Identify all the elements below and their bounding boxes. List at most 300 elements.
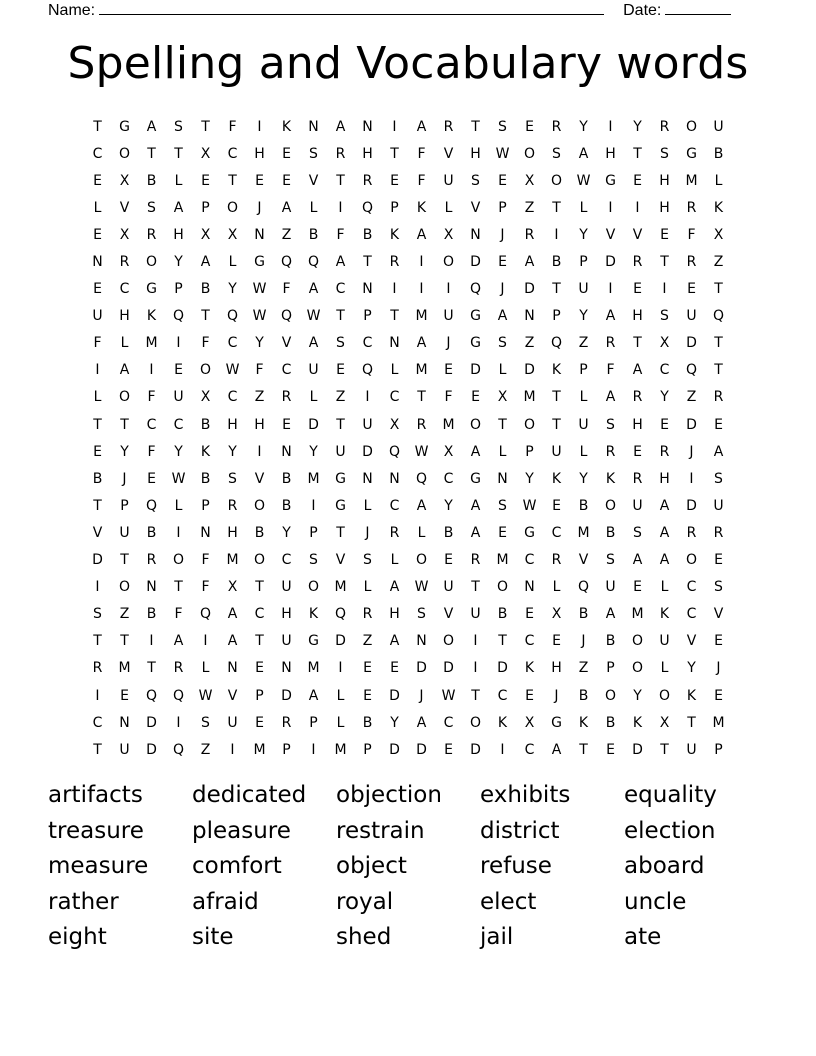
- grid-letter[interactable]: C: [686, 606, 697, 623]
- grid-letter[interactable]: T: [471, 579, 480, 596]
- grid-letter[interactable]: Z: [578, 660, 589, 677]
- grid-letter[interactable]: O: [685, 552, 698, 569]
- grid-letter[interactable]: H: [659, 199, 670, 216]
- grid-letter[interactable]: Z: [254, 389, 265, 406]
- grid-letter[interactable]: I: [176, 714, 181, 731]
- grid-letter[interactable]: L: [444, 199, 453, 216]
- grid-letter[interactable]: E: [444, 552, 453, 569]
- grid-letter[interactable]: N: [362, 470, 373, 487]
- grid-letter[interactable]: I: [95, 362, 100, 379]
- grid-letter[interactable]: S: [417, 606, 426, 623]
- grid-letter[interactable]: V: [443, 606, 454, 623]
- grid-letter[interactable]: A: [713, 443, 724, 460]
- grid-letter[interactable]: C: [389, 389, 400, 406]
- grid-letter[interactable]: K: [578, 714, 589, 731]
- grid-letter[interactable]: F: [201, 552, 210, 569]
- grid-letter[interactable]: T: [552, 199, 561, 216]
- grid-letter[interactable]: O: [253, 552, 266, 569]
- grid-letter[interactable]: R: [281, 714, 292, 731]
- grid-letter[interactable]: Y: [660, 389, 669, 406]
- grid-letter[interactable]: E: [660, 226, 669, 243]
- grid-letter[interactable]: U: [119, 741, 130, 758]
- grid-letter[interactable]: C: [443, 470, 454, 487]
- grid-letter[interactable]: V: [308, 172, 319, 189]
- grid-letter[interactable]: B: [362, 226, 373, 243]
- grid-letter[interactable]: G: [470, 335, 481, 352]
- grid-letter[interactable]: O: [226, 199, 239, 216]
- grid-letter[interactable]: S: [471, 172, 480, 189]
- grid-letter[interactable]: B: [200, 281, 211, 298]
- grid-letter[interactable]: J: [554, 687, 559, 704]
- grid-letter[interactable]: E: [93, 443, 102, 460]
- grid-letter[interactable]: J: [500, 226, 505, 243]
- grid-letter[interactable]: I: [392, 281, 397, 298]
- grid-letter[interactable]: T: [228, 172, 237, 189]
- grid-letter[interactable]: W: [252, 281, 267, 298]
- grid-letter[interactable]: E: [633, 579, 642, 596]
- grid-letter[interactable]: L: [417, 524, 426, 541]
- grid-letter[interactable]: E: [498, 524, 507, 541]
- grid-letter[interactable]: C: [443, 714, 454, 731]
- grid-letter[interactable]: N: [524, 308, 535, 325]
- grid-letter[interactable]: U: [362, 416, 373, 433]
- grid-letter[interactable]: S: [606, 416, 615, 433]
- grid-letter[interactable]: T: [336, 416, 345, 433]
- grid-letter[interactable]: P: [525, 443, 534, 460]
- grid-letter[interactable]: E: [633, 172, 642, 189]
- grid-letter[interactable]: A: [416, 497, 427, 514]
- grid-letter[interactable]: Q: [226, 308, 239, 325]
- grid-letter[interactable]: M: [226, 552, 239, 569]
- grid-letter[interactable]: A: [659, 524, 670, 541]
- grid-letter[interactable]: A: [416, 714, 427, 731]
- grid-letter[interactable]: I: [257, 118, 262, 135]
- grid-letter[interactable]: Q: [577, 579, 590, 596]
- grid-letter[interactable]: B: [254, 524, 265, 541]
- grid-letter[interactable]: R: [605, 443, 616, 460]
- grid-letter[interactable]: O: [118, 579, 131, 596]
- grid-letter[interactable]: A: [389, 633, 400, 650]
- grid-letter[interactable]: O: [172, 552, 185, 569]
- grid-letter[interactable]: P: [174, 281, 183, 298]
- grid-letter[interactable]: H: [659, 172, 670, 189]
- grid-letter[interactable]: O: [442, 254, 455, 271]
- grid-letter[interactable]: N: [497, 470, 508, 487]
- grid-letter[interactable]: W: [252, 308, 267, 325]
- grid-letter[interactable]: U: [659, 633, 670, 650]
- grid-letter[interactable]: W: [441, 687, 456, 704]
- grid-letter[interactable]: F: [147, 443, 156, 460]
- grid-letter[interactable]: S: [714, 579, 723, 596]
- grid-letter[interactable]: Y: [687, 660, 696, 677]
- grid-letter[interactable]: I: [608, 118, 613, 135]
- grid-letter[interactable]: S: [336, 335, 345, 352]
- grid-letter[interactable]: A: [416, 226, 427, 243]
- grid-letter[interactable]: T: [714, 281, 723, 298]
- grid-letter[interactable]: Y: [282, 524, 291, 541]
- grid-letter[interactable]: E: [390, 660, 399, 677]
- grid-letter[interactable]: S: [660, 308, 669, 325]
- grid-letter[interactable]: I: [419, 254, 424, 271]
- grid-letter[interactable]: O: [550, 172, 563, 189]
- grid-letter[interactable]: S: [309, 145, 318, 162]
- grid-letter[interactable]: P: [606, 660, 615, 677]
- grid-letter[interactable]: R: [335, 145, 346, 162]
- grid-letter[interactable]: Y: [120, 443, 129, 460]
- grid-letter[interactable]: D: [92, 552, 103, 569]
- grid-letter[interactable]: B: [578, 497, 589, 514]
- grid-letter[interactable]: D: [686, 335, 697, 352]
- grid-letter[interactable]: S: [93, 606, 102, 623]
- grid-letter[interactable]: M: [118, 660, 131, 677]
- grid-letter[interactable]: S: [147, 199, 156, 216]
- grid-letter[interactable]: I: [608, 281, 613, 298]
- grid-letter[interactable]: I: [338, 660, 343, 677]
- grid-letter[interactable]: I: [689, 470, 694, 487]
- grid-letter[interactable]: S: [228, 470, 237, 487]
- grid-letter[interactable]: K: [551, 362, 562, 379]
- grid-letter[interactable]: K: [200, 443, 211, 460]
- grid-letter[interactable]: T: [174, 145, 183, 162]
- grid-letter[interactable]: B: [200, 416, 211, 433]
- grid-letter[interactable]: T: [93, 118, 102, 135]
- grid-letter[interactable]: H: [227, 416, 238, 433]
- grid-letter[interactable]: E: [282, 145, 291, 162]
- grid-letter[interactable]: S: [309, 552, 318, 569]
- grid-letter[interactable]: L: [309, 389, 318, 406]
- grid-letter[interactable]: X: [227, 226, 238, 243]
- grid-letter[interactable]: F: [228, 118, 237, 135]
- grid-letter[interactable]: O: [415, 552, 428, 569]
- grid-letter[interactable]: O: [658, 687, 671, 704]
- grid-letter[interactable]: Q: [712, 308, 725, 325]
- grid-letter[interactable]: T: [255, 579, 264, 596]
- grid-letter[interactable]: D: [605, 254, 616, 271]
- grid-letter[interactable]: B: [281, 470, 292, 487]
- grid-letter[interactable]: Q: [334, 606, 347, 623]
- grid-letter[interactable]: M: [145, 335, 158, 352]
- grid-letter[interactable]: E: [525, 118, 534, 135]
- grid-letter[interactable]: X: [200, 226, 211, 243]
- grid-letter[interactable]: Y: [579, 226, 588, 243]
- grid-letter[interactable]: B: [200, 470, 211, 487]
- grid-letter[interactable]: Y: [390, 714, 399, 731]
- grid-letter[interactable]: P: [120, 497, 129, 514]
- grid-letter[interactable]: V: [119, 199, 130, 216]
- grid-letter[interactable]: C: [227, 145, 238, 162]
- grid-letter[interactable]: D: [281, 687, 292, 704]
- grid-letter[interactable]: F: [336, 226, 345, 243]
- grid-letter[interactable]: Y: [579, 470, 588, 487]
- grid-letter[interactable]: D: [470, 254, 481, 271]
- grid-letter[interactable]: C: [146, 416, 157, 433]
- grid-letter[interactable]: R: [389, 524, 400, 541]
- grid-letter[interactable]: T: [417, 389, 426, 406]
- grid-letter[interactable]: L: [120, 335, 129, 352]
- grid-letter[interactable]: E: [201, 172, 210, 189]
- grid-letter[interactable]: E: [255, 714, 264, 731]
- grid-letter[interactable]: R: [551, 118, 562, 135]
- grid-letter[interactable]: O: [604, 687, 617, 704]
- grid-letter[interactable]: D: [470, 741, 481, 758]
- grid-letter[interactable]: L: [93, 389, 102, 406]
- grid-letter[interactable]: T: [93, 741, 102, 758]
- grid-letter[interactable]: A: [605, 308, 616, 325]
- grid-letter[interactable]: W: [225, 362, 240, 379]
- grid-letter[interactable]: R: [146, 226, 157, 243]
- grid-letter[interactable]: Q: [388, 443, 401, 460]
- grid-letter[interactable]: G: [146, 281, 157, 298]
- grid-letter[interactable]: E: [93, 172, 102, 189]
- grid-letter[interactable]: E: [633, 443, 642, 460]
- grid-letter[interactable]: D: [362, 443, 373, 460]
- grid-letter[interactable]: L: [552, 579, 561, 596]
- grid-letter[interactable]: N: [362, 118, 373, 135]
- grid-letter[interactable]: I: [95, 687, 100, 704]
- grid-letter[interactable]: X: [119, 226, 130, 243]
- grid-letter[interactable]: C: [173, 416, 184, 433]
- grid-letter[interactable]: G: [524, 524, 535, 541]
- grid-letter[interactable]: G: [308, 633, 319, 650]
- grid-letter[interactable]: U: [605, 579, 616, 596]
- grid-letter[interactable]: R: [659, 118, 670, 135]
- grid-letter[interactable]: C: [335, 281, 346, 298]
- grid-letter[interactable]: U: [281, 633, 292, 650]
- grid-letter[interactable]: U: [443, 579, 454, 596]
- grid-letter[interactable]: U: [686, 741, 697, 758]
- grid-letter[interactable]: N: [92, 254, 103, 271]
- grid-letter[interactable]: R: [389, 254, 400, 271]
- grid-letter[interactable]: N: [389, 470, 400, 487]
- grid-letter[interactable]: E: [525, 606, 534, 623]
- grid-letter[interactable]: A: [470, 443, 481, 460]
- grid-letter[interactable]: B: [605, 524, 616, 541]
- grid-letter[interactable]: X: [524, 714, 535, 731]
- grid-letter[interactable]: D: [389, 687, 400, 704]
- grid-letter[interactable]: H: [389, 606, 400, 623]
- grid-letter[interactable]: L: [579, 389, 588, 406]
- grid-letter[interactable]: Z: [713, 254, 724, 271]
- grid-letter[interactable]: Y: [309, 443, 318, 460]
- grid-letter[interactable]: E: [363, 687, 372, 704]
- grid-letter[interactable]: C: [497, 687, 508, 704]
- grid-letter[interactable]: R: [605, 335, 616, 352]
- grid-letter[interactable]: H: [281, 606, 292, 623]
- grid-letter[interactable]: A: [578, 145, 589, 162]
- grid-letter[interactable]: Y: [255, 335, 264, 352]
- grid-letter[interactable]: U: [470, 606, 481, 623]
- grid-letter[interactable]: K: [686, 687, 697, 704]
- grid-letter[interactable]: Y: [525, 470, 534, 487]
- grid-letter[interactable]: T: [390, 308, 399, 325]
- grid-letter[interactable]: T: [687, 714, 696, 731]
- grid-letter[interactable]: M: [334, 741, 347, 758]
- grid-letter[interactable]: H: [173, 226, 184, 243]
- grid-letter[interactable]: A: [335, 254, 346, 271]
- grid-letter[interactable]: T: [714, 335, 723, 352]
- grid-letter[interactable]: A: [605, 389, 616, 406]
- grid-letter[interactable]: C: [686, 579, 697, 596]
- grid-letter[interactable]: I: [338, 199, 343, 216]
- grid-letter[interactable]: V: [578, 552, 589, 569]
- grid-letter[interactable]: V: [254, 470, 265, 487]
- grid-letter[interactable]: I: [311, 497, 316, 514]
- grid-letter[interactable]: U: [578, 281, 589, 298]
- grid-letter[interactable]: H: [254, 416, 265, 433]
- grid-letter[interactable]: I: [311, 741, 316, 758]
- grid-letter[interactable]: M: [577, 524, 590, 541]
- grid-letter[interactable]: Q: [469, 281, 482, 298]
- grid-letter[interactable]: E: [93, 281, 102, 298]
- grid-letter[interactable]: G: [335, 470, 346, 487]
- grid-letter[interactable]: E: [444, 741, 453, 758]
- grid-letter[interactable]: G: [335, 497, 346, 514]
- grid-letter[interactable]: U: [335, 443, 346, 460]
- grid-letter[interactable]: Z: [281, 226, 292, 243]
- grid-letter[interactable]: B: [362, 714, 373, 731]
- grid-letter[interactable]: Z: [119, 606, 130, 623]
- grid-letter[interactable]: U: [92, 308, 103, 325]
- grid-letter[interactable]: I: [662, 281, 667, 298]
- grid-letter[interactable]: E: [714, 552, 723, 569]
- grid-letter[interactable]: T: [120, 416, 129, 433]
- grid-letter[interactable]: T: [93, 633, 102, 650]
- grid-letter[interactable]: C: [254, 606, 265, 623]
- grid-letter[interactable]: U: [119, 524, 130, 541]
- grid-letter[interactable]: P: [552, 308, 561, 325]
- grid-letter[interactable]: Q: [550, 335, 563, 352]
- grid-letter[interactable]: R: [686, 199, 697, 216]
- grid-letter[interactable]: Y: [579, 118, 588, 135]
- grid-letter[interactable]: I: [257, 443, 262, 460]
- grid-letter[interactable]: C: [92, 145, 103, 162]
- grid-letter[interactable]: C: [389, 497, 400, 514]
- grid-letter[interactable]: T: [120, 552, 129, 569]
- grid-letter[interactable]: Q: [415, 470, 428, 487]
- grid-letter[interactable]: G: [254, 254, 265, 271]
- grid-letter[interactable]: V: [335, 552, 346, 569]
- grid-letter[interactable]: S: [201, 714, 210, 731]
- grid-letter[interactable]: I: [554, 226, 559, 243]
- grid-letter[interactable]: A: [335, 118, 346, 135]
- grid-letter[interactable]: L: [498, 362, 507, 379]
- grid-letter[interactable]: T: [174, 579, 183, 596]
- grid-letter[interactable]: B: [551, 254, 562, 271]
- grid-letter[interactable]: H: [632, 416, 643, 433]
- grid-letter[interactable]: D: [146, 714, 157, 731]
- grid-letter[interactable]: C: [524, 741, 535, 758]
- grid-letter[interactable]: N: [227, 660, 238, 677]
- grid-letter[interactable]: A: [497, 308, 508, 325]
- grid-letter[interactable]: L: [336, 687, 345, 704]
- grid-letter[interactable]: Y: [444, 497, 453, 514]
- grid-letter[interactable]: L: [579, 199, 588, 216]
- grid-letter[interactable]: S: [714, 470, 723, 487]
- grid-letter[interactable]: D: [146, 741, 157, 758]
- grid-letter[interactable]: E: [660, 416, 669, 433]
- grid-letter[interactable]: K: [146, 308, 157, 325]
- grid-letter[interactable]: O: [199, 362, 212, 379]
- grid-letter[interactable]: J: [419, 687, 424, 704]
- grid-letter[interactable]: U: [443, 172, 454, 189]
- grid-letter[interactable]: T: [660, 741, 669, 758]
- grid-letter[interactable]: H: [227, 524, 238, 541]
- grid-letter[interactable]: I: [473, 660, 478, 677]
- grid-letter[interactable]: P: [363, 308, 372, 325]
- grid-letter[interactable]: A: [632, 552, 643, 569]
- grid-letter[interactable]: T: [93, 497, 102, 514]
- grid-letter[interactable]: T: [471, 118, 480, 135]
- grid-letter[interactable]: E: [255, 660, 264, 677]
- grid-letter[interactable]: C: [551, 524, 562, 541]
- grid-letter[interactable]: O: [631, 660, 644, 677]
- grid-letter[interactable]: Y: [228, 443, 237, 460]
- grid-letter[interactable]: R: [713, 524, 724, 541]
- grid-letter[interactable]: I: [149, 633, 154, 650]
- grid-letter[interactable]: U: [632, 497, 643, 514]
- grid-letter[interactable]: T: [147, 660, 156, 677]
- grid-letter[interactable]: P: [498, 199, 507, 216]
- grid-letter[interactable]: A: [659, 552, 670, 569]
- grid-letter[interactable]: C: [119, 281, 130, 298]
- grid-letter[interactable]: U: [551, 443, 562, 460]
- grid-letter[interactable]: E: [336, 362, 345, 379]
- grid-letter[interactable]: N: [119, 714, 130, 731]
- grid-letter[interactable]: W: [414, 579, 429, 596]
- grid-letter[interactable]: A: [605, 606, 616, 623]
- grid-letter[interactable]: N: [254, 226, 265, 243]
- grid-letter[interactable]: M: [415, 308, 428, 325]
- grid-letter[interactable]: L: [174, 497, 183, 514]
- grid-letter[interactable]: X: [389, 416, 400, 433]
- grid-letter[interactable]: T: [201, 308, 210, 325]
- grid-letter[interactable]: C: [362, 335, 373, 352]
- grid-letter[interactable]: S: [660, 145, 669, 162]
- grid-letter[interactable]: U: [173, 389, 184, 406]
- grid-letter[interactable]: V: [605, 226, 616, 243]
- grid-letter[interactable]: T: [120, 633, 129, 650]
- grid-letter[interactable]: S: [633, 524, 642, 541]
- grid-letter[interactable]: O: [496, 579, 509, 596]
- grid-letter[interactable]: X: [119, 172, 130, 189]
- grid-letter[interactable]: A: [281, 199, 292, 216]
- grid-letter[interactable]: Y: [228, 281, 237, 298]
- grid-letter[interactable]: F: [201, 335, 210, 352]
- grid-letter[interactable]: T: [633, 335, 642, 352]
- grid-letter[interactable]: V: [632, 226, 643, 243]
- grid-letter[interactable]: K: [389, 226, 400, 243]
- grid-letter[interactable]: K: [308, 606, 319, 623]
- grid-letter[interactable]: P: [255, 687, 264, 704]
- grid-letter[interactable]: E: [606, 741, 615, 758]
- grid-letter[interactable]: Q: [172, 687, 185, 704]
- grid-letter[interactable]: B: [92, 470, 103, 487]
- grid-letter[interactable]: E: [714, 633, 723, 650]
- grid-letter[interactable]: T: [498, 416, 507, 433]
- grid-letter[interactable]: Q: [172, 741, 185, 758]
- grid-letter[interactable]: L: [363, 497, 372, 514]
- grid-letter[interactable]: F: [255, 362, 264, 379]
- grid-letter[interactable]: J: [446, 335, 451, 352]
- grid-letter[interactable]: J: [122, 470, 127, 487]
- grid-letter[interactable]: Z: [578, 335, 589, 352]
- grid-letter[interactable]: N: [416, 633, 427, 650]
- grid-letter[interactable]: J: [257, 199, 262, 216]
- grid-letter[interactable]: U: [686, 308, 697, 325]
- grid-letter[interactable]: B: [443, 524, 454, 541]
- grid-letter[interactable]: A: [146, 118, 157, 135]
- grid-letter[interactable]: R: [443, 118, 454, 135]
